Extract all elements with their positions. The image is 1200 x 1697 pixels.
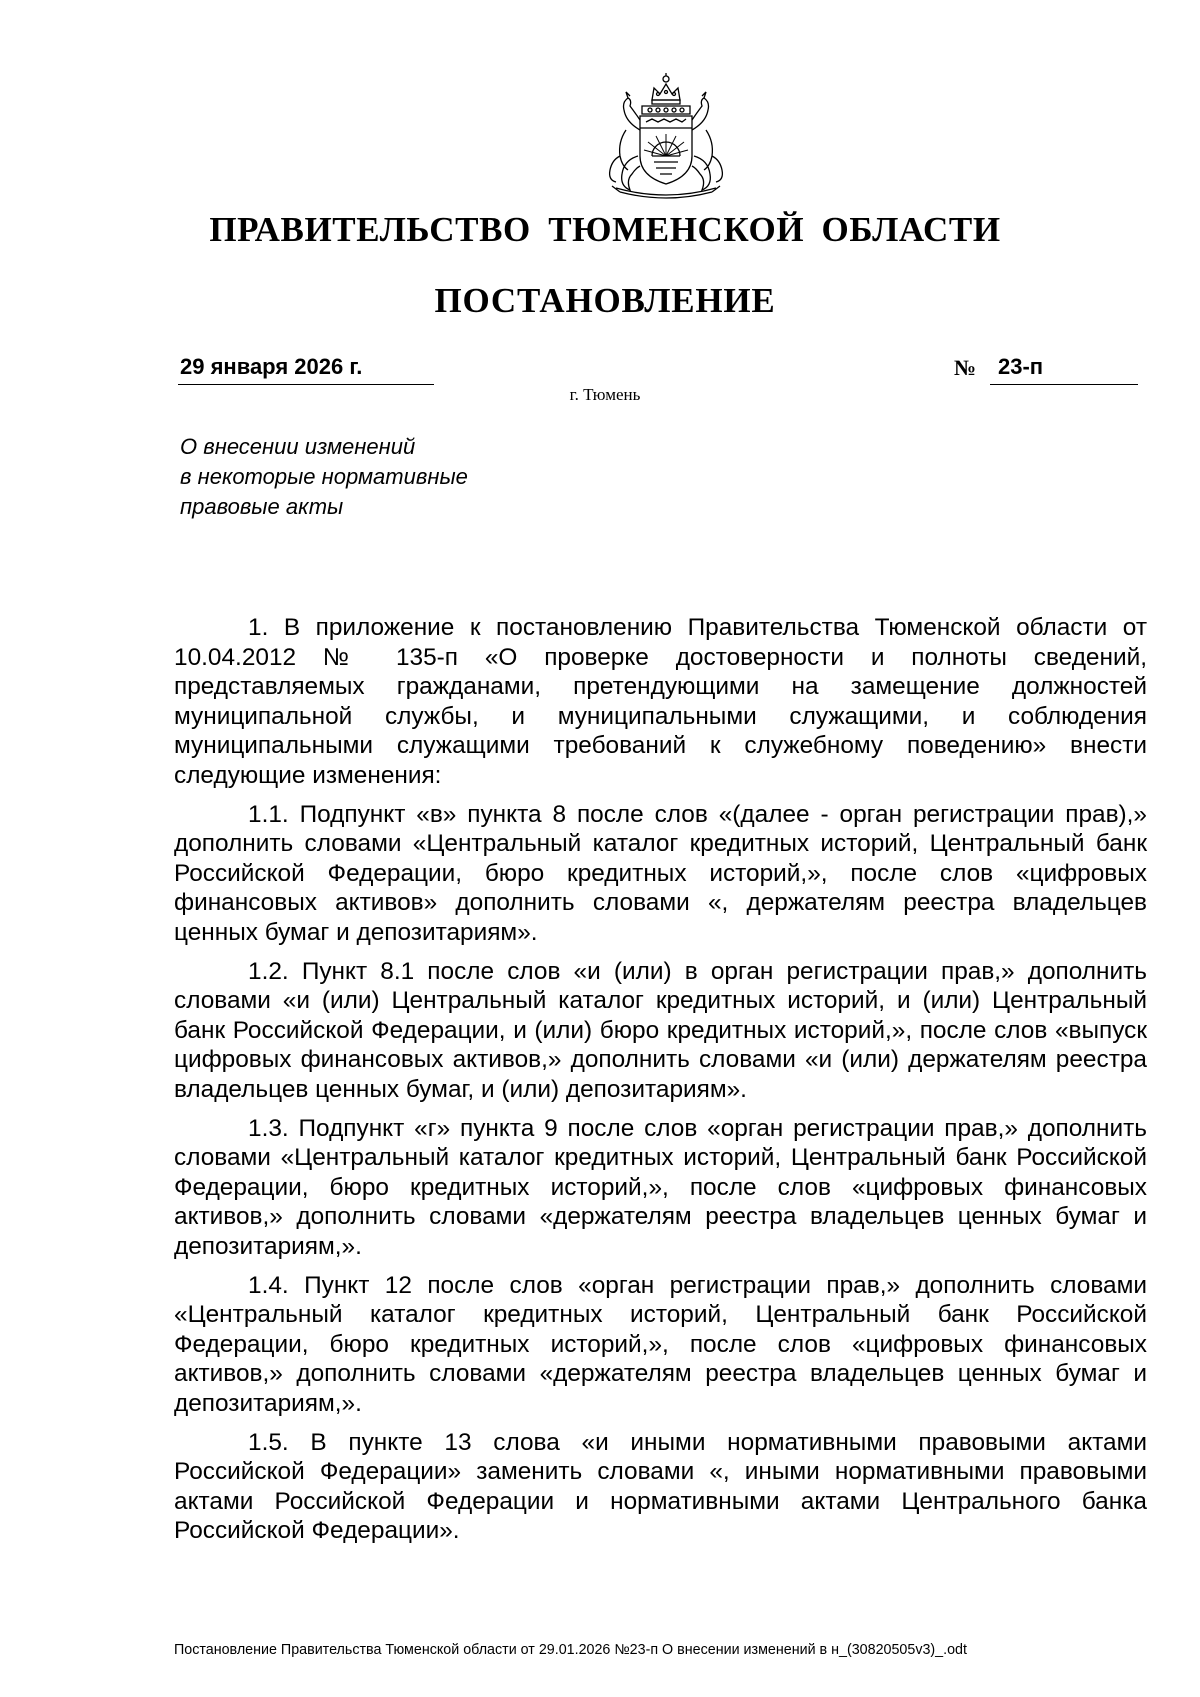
body-paragraph: 1.3. Подпункт «г» пункта 9 после слов «орган регистрации прав,» дополнить словами «Центральный каталог кредитных историй, Центральный банк Российской Федерации, бюро кредитных историй,», после слов «цифровых финансовых активов,» дополнить словами «держателям реестра владельцев ценных бумаг и депозитариям,». — [174, 1114, 1147, 1260]
document-date: 29 января 2026 г. — [180, 354, 363, 379]
number-sign: № — [954, 355, 977, 380]
body-paragraph: 1.5. В пункте 13 слова «и иными нормативными правовыми актами Российской Федерации» заменить словами «, иными нормативными правовыми актами Российской Федерации и нормативными актами Центрального банка Российской Федерации». — [174, 1428, 1147, 1544]
body-paragraph: 1.4. Пункт 12 после слов «орган регистрации прав,» дополнить словами «Центральный каталог кредитных историй, Центральный банк Российской Федерации, бюро кредитных историй,», после слов «цифровых финансовых активов,» дополнить словами «держателям реестра владельцев ценных бумаг и депозитариям,». — [174, 1271, 1147, 1417]
document-type-heading: ПОСТАНОВЛЕНИЕ — [434, 281, 776, 320]
document-number-field — [990, 354, 1138, 385]
document-number: 23-п — [998, 354, 1044, 379]
document-date-field — [178, 354, 434, 385]
subject-line: О внесении изменений — [180, 434, 416, 459]
tyumen-oblast-coat-of-arms-icon — [596, 70, 736, 202]
body-paragraph: 1.2. Пункт 8.1 после слов «и (или) в орган регистрации прав,» дополнить словами «и (или) Центральный каталог кредитных историй, и (или) Центральный банк Российской Федерации, и (или) бюро кредитных историй,», после слов «выпуск цифровых финансовых активов,» дополнить словами «и (или) держателям реестра владельцев ценных бумаг, и (или) депозитариям». — [174, 957, 1147, 1103]
subject-line: в некоторые нормативные — [180, 464, 468, 489]
page-footer: Постановление Правительства Тюменской области от 29.01.2026 №23-п О внесении изменений в н_(30820505v3)_.odt — [174, 1642, 967, 1658]
city-label: г. Тюмень — [569, 385, 641, 404]
document-body — [174, 613, 1147, 1546]
body-paragraph: 1.1. Подпункт «в» пункта 8 после слов «(далее - орган регистрации прав),» дополнить словами «Центральный каталог кредитных историй, Центральный банк Российской Федерации, бюро кредитных историй,», после слов «цифровых финансовых активов» дополнить словами «, держателям реестра владельцев ценных бумаг и депозитариям». — [174, 800, 1147, 946]
government-title: ПРАВИТЕЛЬСТВО ТЮМЕНСКОЙ ОБЛАСТИ — [209, 210, 1001, 249]
subject-line: правовые акты — [180, 494, 344, 519]
body-paragraph: 1. В приложение к постановлению Правительства Тюменской области от 10.04.2012 № 135-п «О проверке достоверности и полноты сведений, представляемых гражданами, претендующими на замещение должностей муниципальной службы, и муниципальными служащими, и соблюдения муниципальными служащими требований к служебному поведению» внести следующие изменения: — [174, 614, 1147, 789]
document-subject — [180, 432, 560, 522]
